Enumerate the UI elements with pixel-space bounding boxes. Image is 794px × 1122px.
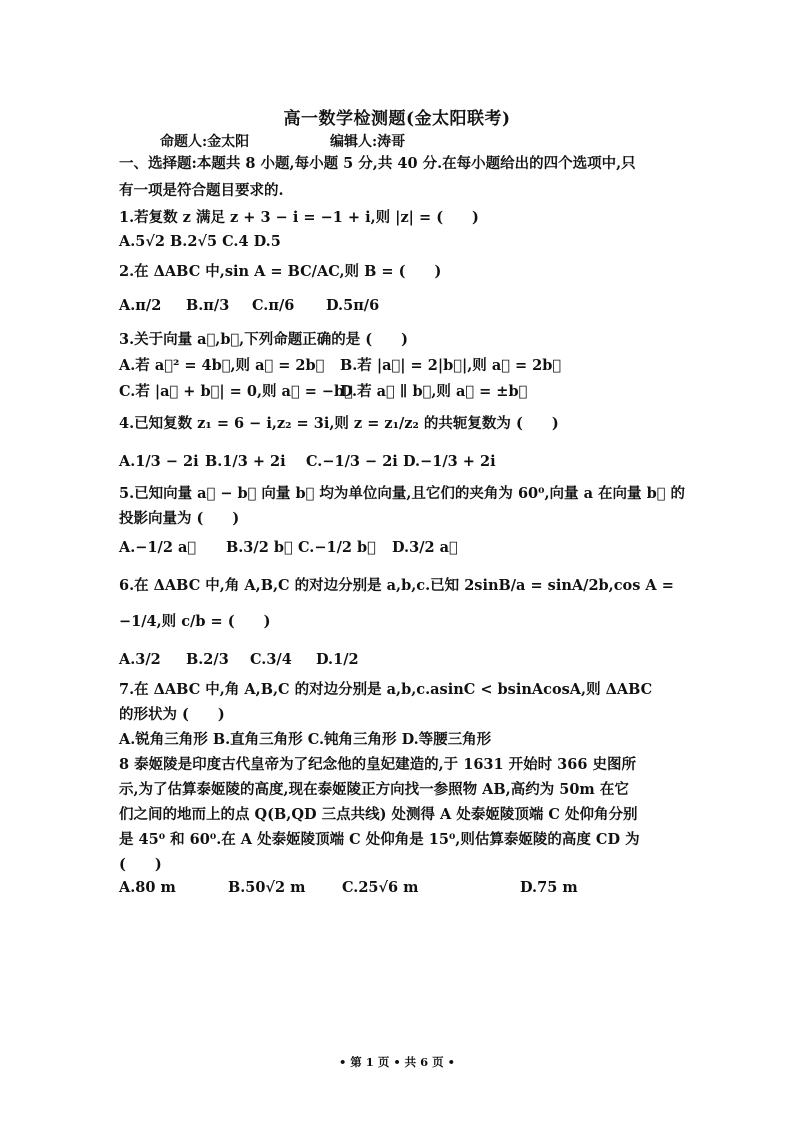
q8-option-b: B.50√2 m xyxy=(228,879,306,896)
q2-option-c: C.π/6 xyxy=(252,297,295,314)
q2-stem: 2.在 ΔABC 中,sin A = BC/AC,则 B = ( ) xyxy=(119,263,442,280)
q3-option-d: D.若 a⃗ ∥ b⃗,则 a⃗ = ±b⃗ xyxy=(340,383,528,400)
q5-option-b: B.3/2 b⃗ xyxy=(226,539,293,556)
q4-option-b: B.1/3 + 2i xyxy=(205,453,286,470)
q8-option-a: A.80 m xyxy=(119,879,176,896)
q6-option-c: C.3/4 xyxy=(250,651,292,668)
q7-stem-line-2: 的形状为 ( ) xyxy=(119,706,225,723)
page-footer: • 第 1 页 • 共 6 页 • xyxy=(338,1055,456,1069)
q4-stem: 4.已知复数 z₁ = 6 − i,z₂ = 3i,则 z = z₁/z₂ 的共轭复数为 ( ) xyxy=(119,415,559,432)
q8-stem-line-1: 8 泰姬陵是印度古代皇帝为了纪念他的皇妃建造的,于 1631 开始时 366 史图所 xyxy=(119,756,636,773)
section-intro-line-1: 一、选择题:本题共 8 小题,每小题 5 分,共 40 分.在每小题给出的四个选项中,只 xyxy=(119,155,636,172)
q6-option-a: A.3/2 xyxy=(119,651,161,668)
q1-options: A.5√2 B.2√5 C.4 D.5 xyxy=(119,233,281,250)
q7-stem-line-1: 7.在 ΔABC 中,角 A,B,C 的对边分别是 a,b,c.asinC < bsinAcosA,则 ΔABC xyxy=(119,681,653,698)
q8-stem-line-2: 示,为了估算泰姬陵的高度,现在泰姬陵正方向找一参照物 AB,高约为 50m 在它 xyxy=(119,781,629,798)
q5-stem-line-2: 投影向量为 ( ) xyxy=(119,510,240,527)
q7-options: A.锐角三角形 B.直角三角形 C.钝角三角形 D.等腰三角形 xyxy=(119,731,492,748)
editor-label: 编辑人:涛哥 xyxy=(330,134,406,150)
q1-stem: 1.若复数 z 满足 z + 3 − i = −1 + i,则 |z| = ( ) xyxy=(119,209,479,226)
q6-stem-line-1: 6.在 ΔABC 中,角 A,B,C 的对边分别是 a,b,c.已知 2sinB/a = sinA/2b,cos A = xyxy=(119,577,674,594)
q8-option-d: D.75 m xyxy=(520,879,578,896)
q3-stem: 3.关于向量 a⃗,b⃗,下列命题正确的是 ( ) xyxy=(119,331,408,348)
q5-option-a: A.−1/2 a⃗ xyxy=(119,539,197,556)
q8-stem-line-4: 是 45⁰ 和 60⁰.在 A 处泰姬陵顶端 C 处仰角是 15⁰,则估算泰姬陵的高度 CD 为 xyxy=(119,831,640,848)
q4-option-d: D.−1/3 + 2i xyxy=(403,453,496,470)
q6-option-d: D.1/2 xyxy=(316,651,359,668)
q5-stem-line-1: 5.已知向量 a⃗ − b⃗ 向量 b⃗ 均为单位向量,且它们的夹角为 60⁰,向量 a 在向量 b⃗ 的 xyxy=(119,485,685,502)
author-label: 命题人:金太阳 xyxy=(160,134,250,150)
q5-option-d: D.3/2 a⃗ xyxy=(392,539,458,556)
q8-stem-line-5: ( ) xyxy=(119,856,162,873)
q3-option-b: B.若 |a⃗| = 2|b⃗|,则 a⃗ = 2b⃗ xyxy=(340,357,562,374)
q4-option-a: A.1/3 − 2i xyxy=(119,453,199,470)
q5-option-c: C.−1/2 b⃗ xyxy=(298,539,376,556)
q4-option-c: C.−1/3 − 2i xyxy=(306,453,398,470)
q2-option-b: B.π/3 xyxy=(186,297,230,314)
section-intro-line-2: 有一项是符合题目要求的. xyxy=(119,182,284,199)
q3-option-a: A.若 a⃗² = 4b⃗,则 a⃗ = 2b⃗ xyxy=(119,357,325,374)
q8-option-c: C.25√6 m xyxy=(342,879,419,896)
page-title: 高一数学检测题(金太阳联考) xyxy=(283,109,511,129)
q2-option-d: D.5π/6 xyxy=(326,297,380,314)
q6-option-b: B.2/3 xyxy=(186,651,229,668)
q8-stem-line-3: 们之间的地而上的点 Q(B,QD 三点共线) 处测得 A 处泰姬陵顶端 C 处仰角分别 xyxy=(119,806,638,823)
q3-option-c: C.若 |a⃗ + b⃗| = 0,则 a⃗ = −b⃗ xyxy=(119,383,353,400)
q2-option-a: A.π/2 xyxy=(119,297,162,314)
q6-stem-line-2: −1/4,则 c/b = ( ) xyxy=(119,613,271,630)
